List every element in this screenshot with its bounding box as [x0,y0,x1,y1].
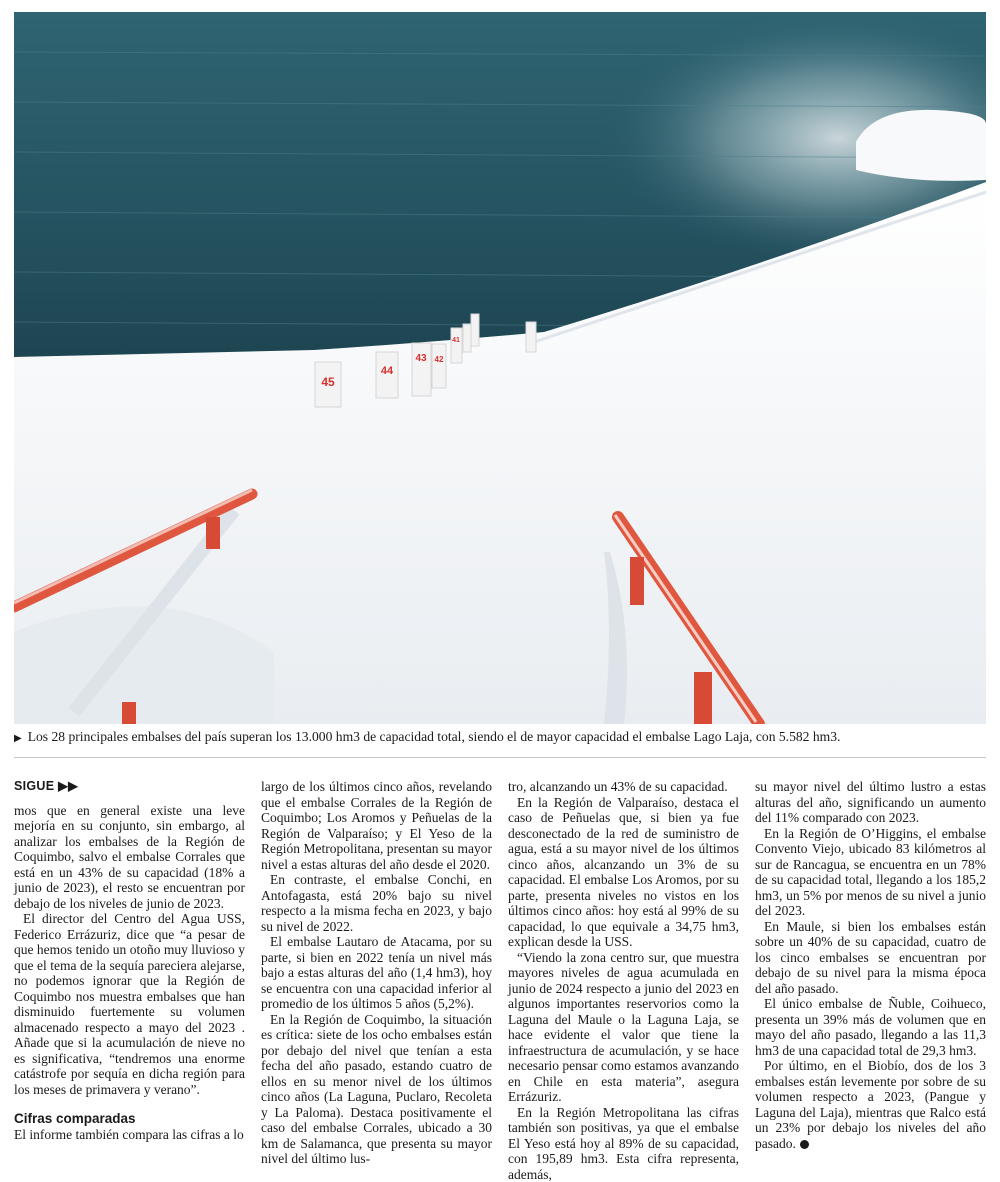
paragraph: El único embalse de Ñuble, Coihueco, presenta un 39% más de volumen que en mayo del año pasado, llegando a las 11,3 hm3 de una capacidad total de 29,3 hm3. [755,996,986,1058]
article-column-1 [14,779,245,1142]
paragraph: “Viendo la zona centro sur, que muestra mayores niveles de agua acumulada en junio de 2024 respecto a junio del 2023 en algunos importantes reservorios como la Laguna del Maule o la Laguna Laja, se hace evidente el valor que tiene la infraestructura de acumulación, y se hace necesario pensar como estamos avanzando en Chile en esta materia”, asegura Errázuriz. [508,950,739,1105]
article-column-4 [755,779,986,1151]
paragraph: su mayor nivel del último lustro a estas alturas del año, significando un aumento del 11% comparado con 2023. [755,779,986,826]
paragraph: tro, alcanzando un 43% de su capacidad. [508,779,739,795]
article-photo [14,12,986,724]
caption-arrow-icon: ▶ [14,733,22,744]
divider [14,757,986,758]
paragraph: mos que en general existe una leve mejoría en su conjunto, sin embargo, al analizar los embalses de la Región de Coquimbo, salvo el embalse Corrales que está en un 43% de su capacidad (18% a junio de 2023), el resto se encuentran por debajo de los niveles de junio de 2023. [14,803,245,912]
photo-caption [14,729,986,745]
marker-number: 42 [435,355,444,364]
marker-number: 43 [415,353,427,364]
marker-post [412,343,431,396]
paragraph: En la Región de Coquimbo, la situación es crítica: siete de los ocho embalses están por debajo del nivel que tenían a esta fecha del año pasado, estando cuatro de ellos en su menor nivel de los últimos cinco años (La Laguna, Puclaro, Recoleta y La Paloma). Destaca positivamente el caso del embalse Corrales, ubicado a 30 km de Salamanca, que presenta su mayor nivel del último lus- [261,1012,492,1167]
marker-number: 45 [321,375,335,389]
marker-post [315,362,341,407]
paragraph: El embalse Lautaro de Atacama, por su parte, si bien en 2022 tenía un nivel más bajo a estas alturas del año (1,4 hm3), hoy se encuentra con una capacidad inferior al promedio de los últimos 5 años (5,2%). [261,934,492,1012]
paragraph: El director del Centro del Agua USS, Federico Errázuriz, dice que “a pesar de que hemos tenido un otoño muy lluvioso y que el tema de la sequía pareciera alejarse, no podemos ignorar que la Región de Coquimbo nos muestra embalses que han disminuido fuertemente su volumen almacenado respecto a mayo del 2023 . Añade que si la acumulación de nieve no es significativa, “tendremos una enorme catástrofe por sequía en dicha región para los meses de primavera y verano”. [14,911,245,1097]
paragraph: En la Región de O’Higgins, el embalse Convento Viejo, ubicado 83 kilómetros al sur de Rancagua, se encuentra en un 78% de su capacidad total, llegando a los 185,2 hm3, un 5% por menos de su nivel a junio del 2023. [755,826,986,919]
marker-post [451,328,462,363]
paragraph: En la Región de Valparaíso, destaca el caso de Peñuelas que, si bien ya fue desconectado de la red de suministro de agua, está a su mayor nivel de los últimos cinco años, alcanzando un 3% de su capacidad. El embalse Los Aromos, por su parte, presenta niveles no vistos en los últimos cinco años: hoy está al 99% de su capacidad, lo que equivale a 34,75 hm3, explican desde la USS. [508,795,739,950]
paragraph: En Maule, si bien los embalses están sobre un 40% de su capacidad, cuatro de los cinco embalses se encuentran por debajo de su nivel para la misma época del año pasado. [755,919,986,997]
article-column-3 [508,779,739,1182]
marker-number: 41 [452,337,460,344]
marker-post [432,344,446,388]
subheading: Cifras comparadas [14,1111,245,1127]
marker-number: 44 [381,365,394,377]
marker-post [376,352,398,398]
paragraph: En contraste, el embalse Conchi, en Antofagasta, está 20% bajo su nivel respecto a la misma fecha en 2023, y bajo su nivel de 2022. [261,872,492,934]
end-mark-icon [800,1140,809,1149]
paragraph [755,1058,986,1151]
paragraph: El informe también compara las cifras a lo [14,1127,245,1143]
snowy-reservoir-illustration [14,12,986,724]
final-paragraph-text: Por último, en el Biobío, dos de los 3 embalses están levemente por sobre de su volumen respecto a 2023, (Pangue y Laguna del Laja), mientras que Ralco está un 23% por debajo los niveles del año pasado. [755,1058,986,1151]
paragraph: En la Región Metropolitana las cifras también son positivas, ya que el embalse El Yeso está hoy al 89% de su capacidad, con 195,89 hm3. Esta cifra representa, además, [508,1105,739,1182]
article-column-2 [261,779,492,1167]
continued-label: SIGUE ▶▶ [14,779,245,795]
paragraph: largo de los últimos cinco años, revelando que el embalse Corrales de la Región de Coquimbo; Los Aromos y Peñuelas de la Región de Valparaíso; y El Yeso de la Región Metropolitana, presentan su mayor nivel a estas alturas del año desde el 2020. [261,779,492,872]
caption-text: Los 28 principales embalses del país superan los 13.000 hm3 de capacidad total, siendo el de mayor capacidad el embalse Lago Laja, con 5.582 hm3. [28,729,841,744]
